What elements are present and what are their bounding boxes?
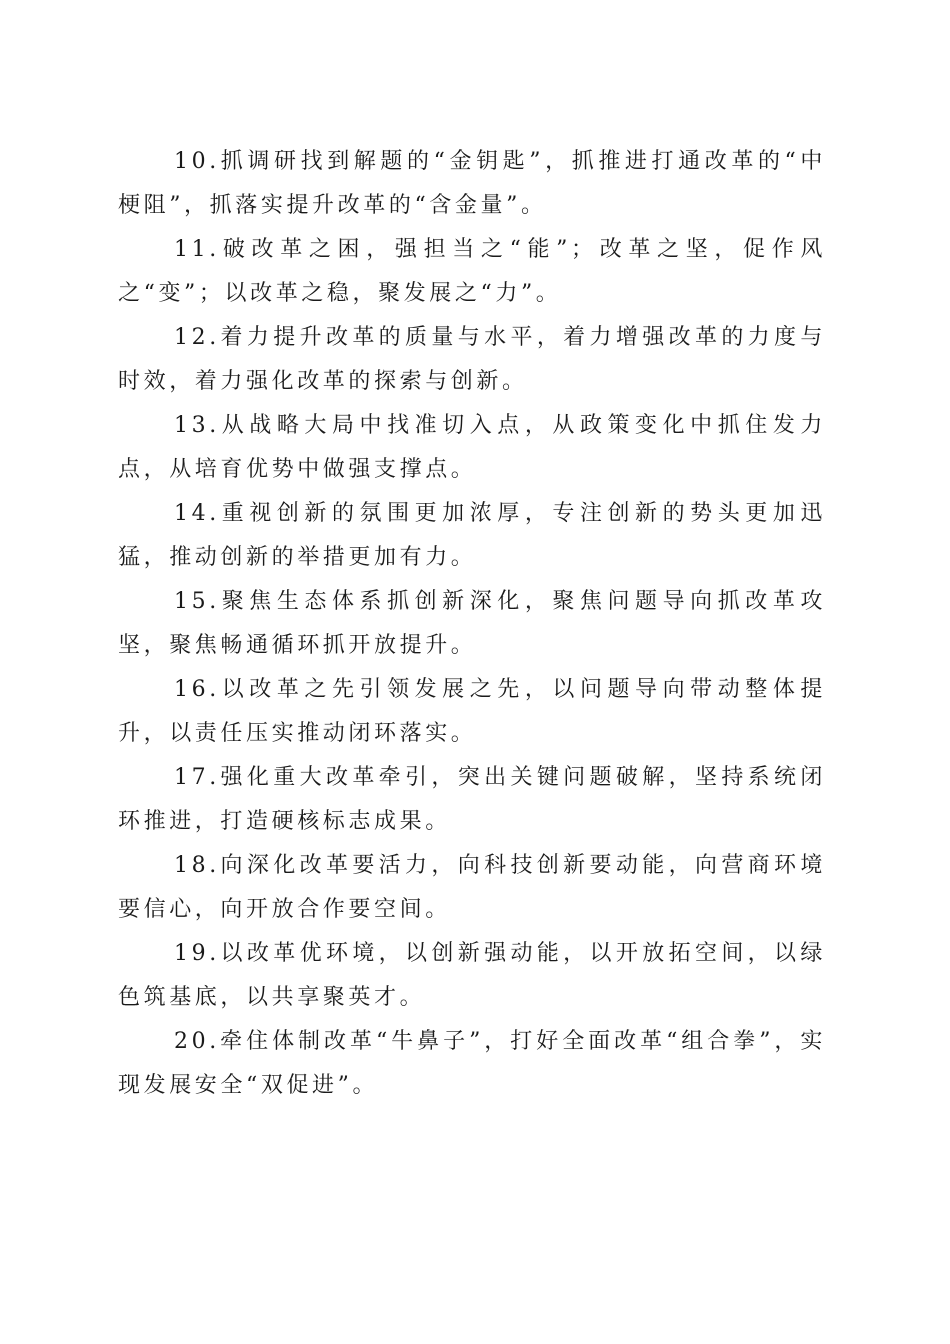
- paragraph-12: 12.着力提升改革的质量与水平，着力增强改革的力度与时效，着力强化改革的探索与创新。: [118, 325, 826, 394]
- paragraph-20: 20.牵住体制改革“牛鼻子”，打好全面改革“组合拳”，实现发展安全“双促进”。: [118, 1029, 826, 1098]
- document-body: [118, 140, 826, 1108]
- paragraph-15: 15.聚焦生态体系抓创新深化，聚焦问题导向抓改革攻坚，聚焦畅通循环抓开放提升。: [118, 589, 826, 658]
- paragraph-17: 17.强化重大改革牵引，突出关键问题破解，坚持系统闭环推进，打造硬核标志成果。: [118, 765, 826, 834]
- paragraph-16: 16.以改革之先引领发展之先，以问题导向带动整体提升，以责任压实推动闭环落实。: [118, 677, 826, 746]
- paragraph-13: 13.从战略大局中找准切入点，从政策变化中抓住发力点，从培育优势中做强支撑点。: [118, 413, 826, 482]
- paragraph-10: 10.抓调研找到解题的“金钥匙”，抓推进打通改革的“中梗阻”，抓落实提升改革的“含金量”。: [118, 149, 826, 218]
- paragraph-11: 11.破改革之困，强担当之“能”；改革之坚，促作风之“变”；以改革之稳，聚发展之“力”。: [118, 237, 826, 306]
- paragraph-18: 18.向深化改革要活力，向科技创新要动能，向营商环境要信心，向开放合作要空间。: [118, 853, 826, 922]
- paragraph-14: 14.重视创新的氛围更加浓厚，专注创新的势头更加迅猛，推动创新的举措更加有力。: [118, 501, 826, 570]
- paragraph-19: 19.以改革优环境，以创新强动能，以开放拓空间，以绿色筑基底，以共享聚英才。: [118, 941, 826, 1010]
